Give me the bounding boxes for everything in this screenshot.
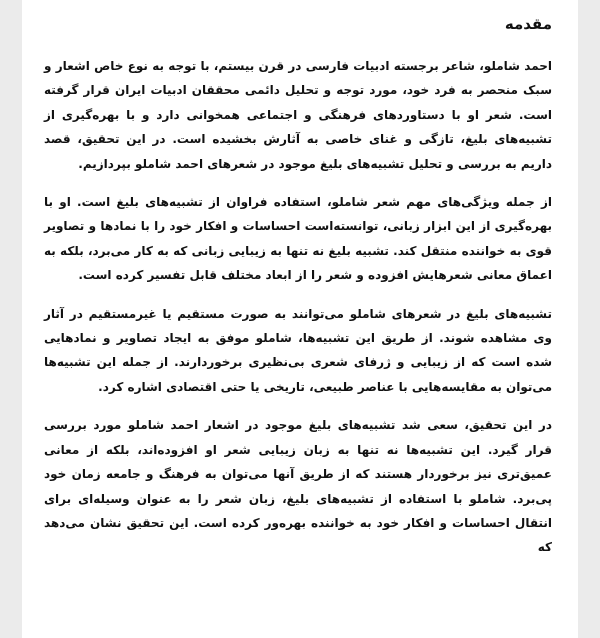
paragraph-2: از جمله ویژگی‌های مهم شعر شاملو، استفاده فراوان از تشبیه‌های بلیغ است. او با بهره‌گیری از این ابزار زبانی، توانسته‌است احساسات و افکار خود را با نمادها و تصاویر قوی به خواننده منتقل کند. تشبیه بلیغ نه تنها به زیبایی زبانی که به کار می‌برد، بلکه به اعماق معانی شعرهایش افزوده و شعر را از ابعاد مختلف قابل تفسیر کرده است. [44,195,552,283]
paragraph-3: تشبیه‌های بلیغ در شعرهای شاملو می‌توانند به صورت مستقیم یا غیرمستقیم در آثار وی مشاهده شوند. از طریق این تشبیه‌ها، شاملو موفق به ایجاد تصاویر و نمادهایی شده است که از زیبایی و ژرفای شعری بی‌نظیری برخوردارند. از جمله این تشبیه‌ها می‌توان به مقایسه‌هایی با عناصر طبیعی، تاریخی یا حتی اقتصادی اشاره کرد. [44,306,552,394]
paragraph-4: در این تحقیق، سعی شد تشبیه‌های بلیغ موجود در اشعار احمد شاملو مورد بررسی قرار گیرد. این تشبیه‌ها نه تنها به زبان زیبایی شعر او افزوده‌اند، بلکه از معانی عمیق‌تری نیز برخوردار هستند که از طریق آنها می‌توان به فرهنگ و جامعه زمان خود پی‌برد. شاملو با استفاده از تشبیه‌های بلیغ، زبان شعر را به عنوان وسیله‌ای برای انتقال احساسات و افکار خود به خواننده بهره‌ور کرده است. این تحقیق نشان می‌دهد که [44,418,552,555]
page-title: مقدمه [504,15,552,33]
document-page [22,0,578,638]
paragraph-1: احمد شاملو، شاعر برجسته ادبیات فارسی در قرن بیستم، با توجه به نوع خاص اشعار و سبک منحصر به فرد خود، مورد توجه و تحلیل دائمی محققان ادبیات ایران قرار گرفته است. شعر او با دستاوردهای فرهنگی و اجتماعی همخوانی دارد و با بهره‌گیری از تشبیه‌های بلیغ، تازگی و غنای خاصی به آثارش بخشیده است. در این تحقیق، قصد داریم به بررسی و تحلیل تشبیه‌های بلیغ موجود در شعرهای احمد شاملو بپردازیم. [44,59,552,171]
